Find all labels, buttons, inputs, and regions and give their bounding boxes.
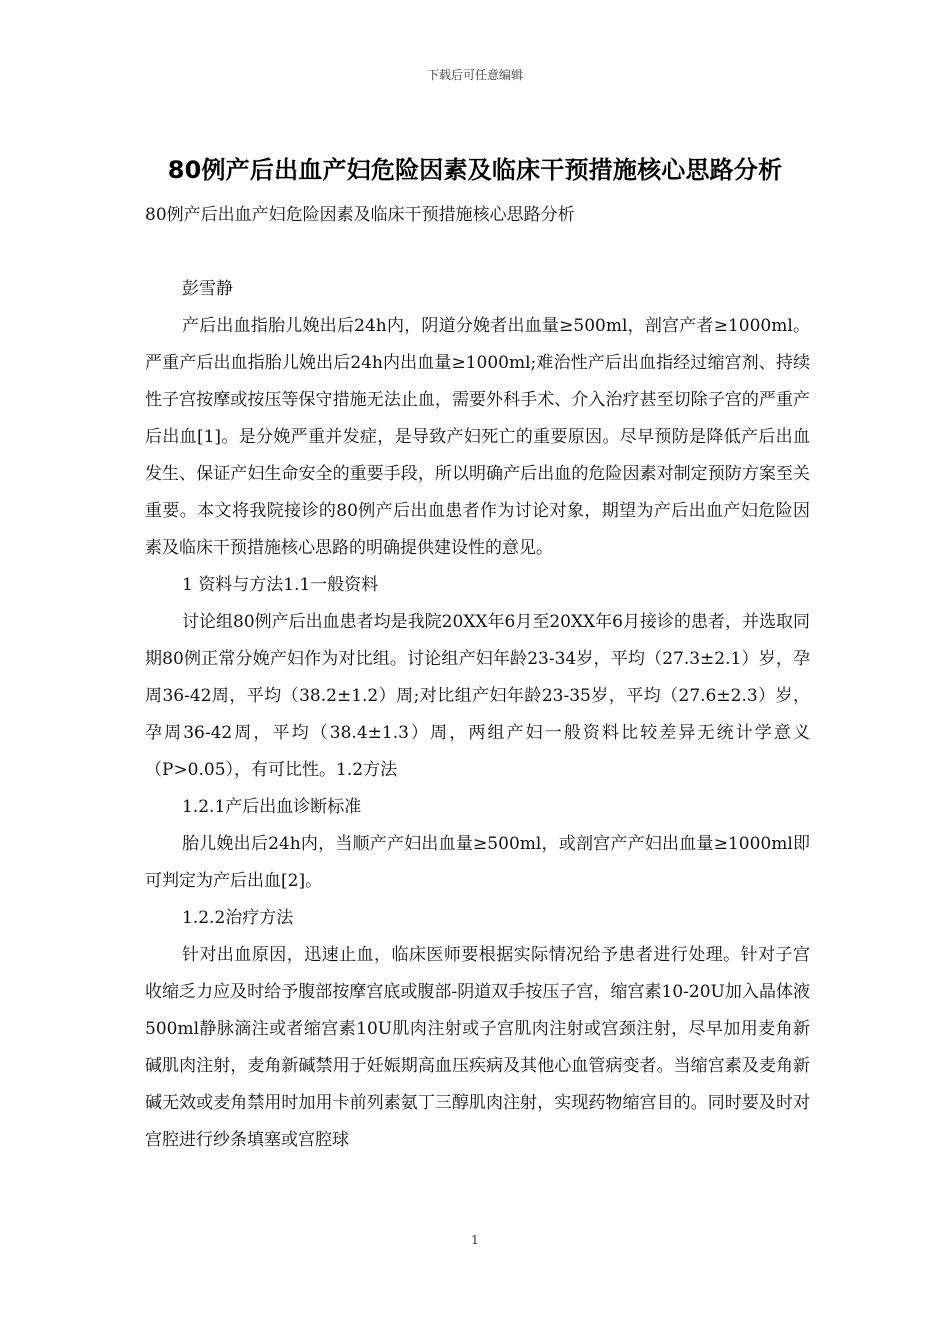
header-note: 下载后可任意编辑	[426, 68, 523, 82]
section-heading-materials-methods: 1 资料与方法1.1一般资料	[182, 575, 379, 595]
document-subtitle: 80例产后出血产妇危险因素及临床干预措施核心思路分析	[145, 205, 575, 225]
page-number: 1	[471, 1233, 479, 1247]
paragraph-treatment: 针对出血原因，迅速止血，临床医师要根据实际情况给予患者进行处理。针对子宫收缩乏力应及时给予腹部按摩宫底或腹部-阴道双手按压子宫，缩宫素10-20U加入晶体液500ml静脉滴注或者缩宫素10U肌肉注射或子宫肌肉注射或宫颈注射，尽早加用麦角新碱肌肉注射，麦角新碱禁用于妊娠期高血压疾病及其他心血管病变者。当缩宫素及麦角新碱无效或麦角禁用时加用卡前列素氨丁三醇肌肉注射，实现药物缩宫目的。同时要及时对宫腔进行纱条填塞或宫腔球	[145, 945, 810, 1150]
document-title: 80例产后出血产妇危险因素及临床干预措施核心思路分析	[167, 156, 783, 184]
blank-line	[145, 234, 810, 271]
document-body	[145, 197, 810, 1159]
section-heading-diagnosis-criteria: 1.2.1产后出血诊断标准	[182, 797, 362, 817]
section-heading-treatment: 1.2.2治疗方法	[182, 908, 294, 928]
paragraph-intro: 产后出血指胎儿娩出后24h内，阴道分娩者出血量≥500ml，剖宫产者≥1000ml。严重产后出血指胎儿娩出后24h内出血量≥1000ml;难治性产后出血指经过缩宫剂、持续性子宫按摩或按压等保守措施无法止血，需要外科手术、介入治疗甚至切除子宫的严重产后出血[1]。是分娩严重并发症，是导致产妇死亡的重要原因。尽早预防是降低产后出血发生、保证产妇生命安全的重要手段，所以明确产后出血的危险因素对制定预防方案至关重要。本文将我院接诊的80例产后出血患者作为讨论对象，期望为产后出血产妇危险因素及临床干预措施核心思路的明确提供建设性的意见。	[145, 316, 810, 558]
author-name: 彭雪静	[182, 279, 233, 299]
paragraph-diagnosis-criteria: 胎儿娩出后24h内，当顺产产妇出血量≥500ml，或剖宫产产妇出血量≥1000ml即可判定为产后出血[2]。	[145, 834, 810, 891]
paragraph-general-data: 讨论组80例产后出血患者均是我院20XX年6月至20XX年6月接诊的患者，并选取同期80例正常分娩产妇作为对比组。讨论组产妇年龄23-34岁，平均（27.3±2.1）岁，孕周36-42周，平均（38.2±1.2）周;对比组产妇年龄23-35岁，平均（27.6±2.3）岁，孕周36-42周，平均（38.4±1.3）周，两组产妇一般资料比较差异无统计学意义（P>0.05），有可比性。1.2方法	[145, 612, 810, 780]
